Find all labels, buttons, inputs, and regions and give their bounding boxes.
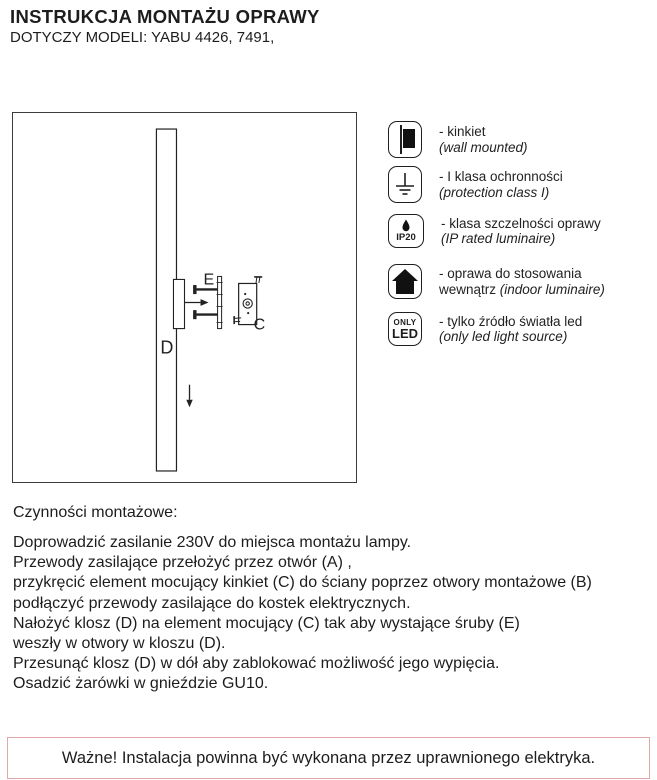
legend-label: - oprawa do stosowania <box>439 266 582 281</box>
legend-row-only-led <box>388 312 582 346</box>
step-line: podłączyć przewody zasilające do kostek elektrycznych. <box>13 594 411 612</box>
warning-text: Ważne! Instalacja powinna być wykonana przez uprawnionego elektryka. <box>61 748 596 767</box>
shade-slot <box>173 279 184 328</box>
legend-row-wall-mounted <box>388 121 528 158</box>
lamp-body <box>403 129 415 148</box>
legend-label-en: (wall mounted) <box>439 139 528 155</box>
model-list: DOTYCZY MODELI: YABU 4426, 7491, <box>10 29 275 46</box>
water-drop-icon <box>398 219 414 232</box>
legend-row-ip-rating <box>388 214 601 248</box>
step-line: Doprowadzić zasilanie 230V do miejsca montażu lampy. <box>13 534 412 551</box>
led-text: LED <box>392 326 418 341</box>
legend-label-en: (only led light source) <box>439 329 568 344</box>
legend-label-en: (IP rated luminaire) <box>441 231 556 246</box>
ip20-badge: IP20 <box>396 232 416 243</box>
legend-label-mixed: wewnątrz (indoor luminaire) <box>439 281 605 297</box>
installation-diagram <box>12 112 357 483</box>
step-line: Osadzić żarówki w gnieździe GU10. <box>13 675 269 693</box>
wall-line <box>400 125 402 154</box>
step-line: weszły w otwory w kloszu (D). <box>13 635 226 653</box>
only-led-icon <box>388 312 422 346</box>
diagram-drawing <box>13 113 356 482</box>
only-text: ONLY <box>393 318 417 327</box>
legend-label: - I klasa ochronności <box>439 169 563 184</box>
arrow-down-icon <box>186 385 192 408</box>
screw-lower <box>193 310 217 319</box>
ground-icon <box>388 166 422 203</box>
legend-label: - kinkiet <box>439 124 486 139</box>
steps-heading: Czynności montażowe: <box>13 504 178 521</box>
ip20-icon <box>388 214 424 248</box>
step-line: Nałożyć klosz (D) na element mocujący (C) tak aby wystające śruby (E) <box>13 614 520 632</box>
label-bracket-C: C <box>253 315 266 334</box>
house-icon <box>388 264 422 299</box>
label-screws-E: E <box>203 270 215 289</box>
legend-label: - tylko źródło światła led <box>439 313 583 329</box>
legend-label: - klasa szczelności oprawy <box>441 215 601 231</box>
legend-row-indoor <box>388 264 605 299</box>
legend-label-en: (protection class I) <box>439 184 550 200</box>
arrow-right-icon <box>185 299 209 306</box>
step-line: przykręcić element mocujący kinkiet (C) do ściany poprzez otwory montażowe (B) <box>13 574 592 592</box>
steps-text <box>13 533 592 695</box>
page-title: INSTRUKCJA MONTAŻU OPRAWY <box>10 6 320 27</box>
legend-row-protection-class <box>388 166 563 203</box>
step-line: Przewody zasilające przełożyć przez otwór (A) , <box>13 554 352 572</box>
wall-mounted-icon <box>388 121 422 158</box>
warning-box <box>7 737 650 779</box>
step-line: Przesunąć klosz (D) w dół aby zablokować możliwość jego wypięcia. <box>13 655 500 673</box>
mounting-plate-edge <box>218 276 222 328</box>
label-shade-D: D <box>160 337 174 358</box>
